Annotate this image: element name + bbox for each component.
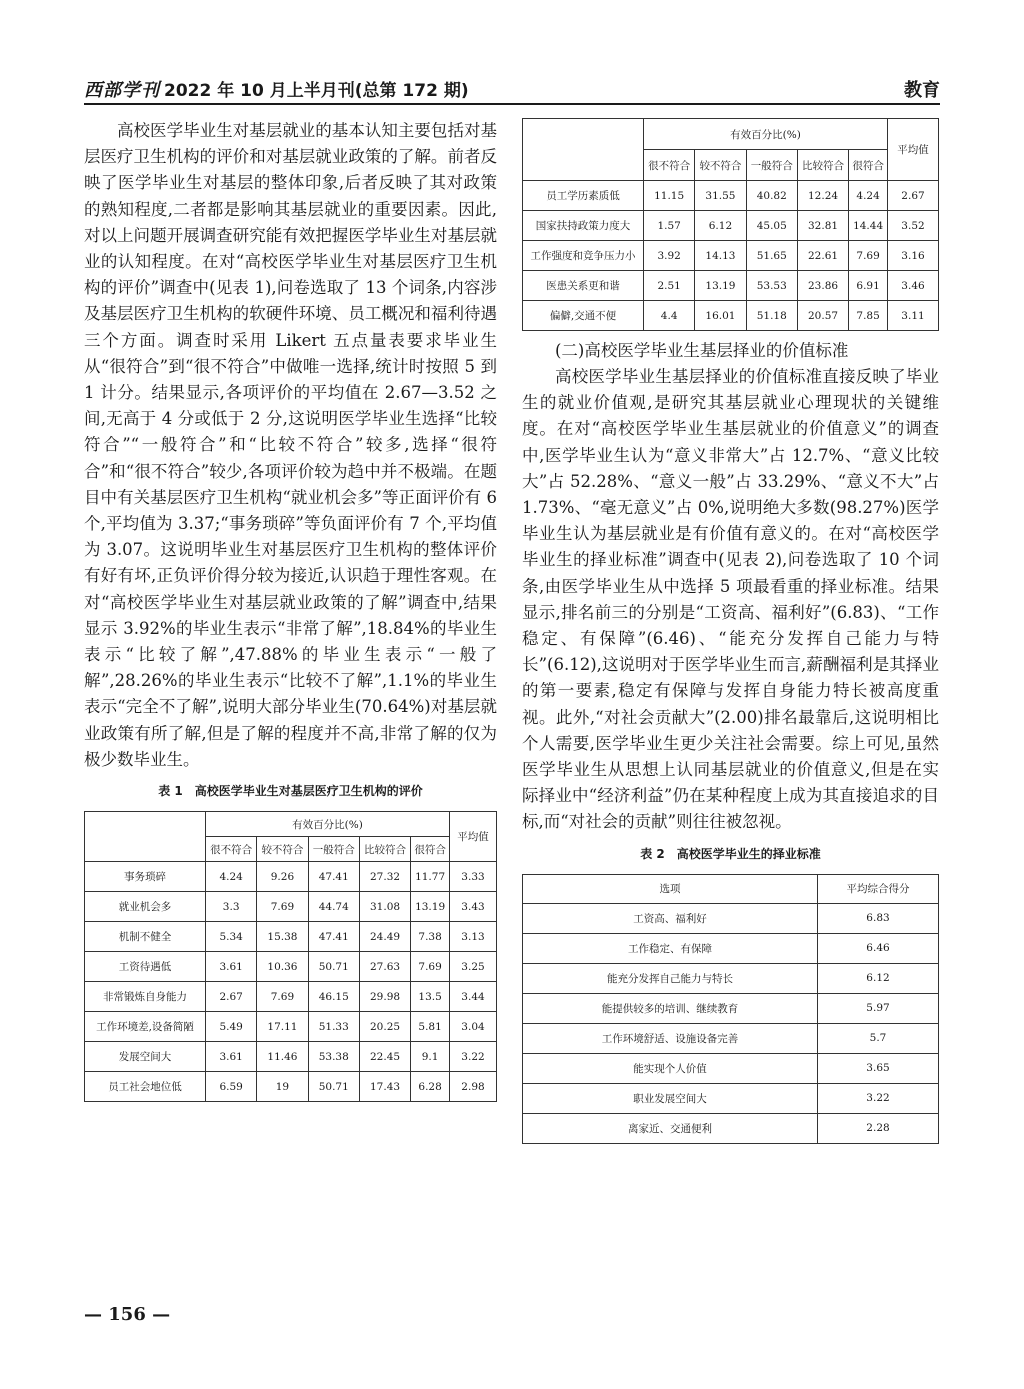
percent-cell: 7.69 [257, 892, 308, 922]
score-cell: 2.28 [818, 1113, 939, 1143]
page-header [84, 74, 940, 101]
percent-cell: 6.91 [849, 271, 888, 301]
percent-cell: 31.08 [359, 892, 410, 922]
row-label: 工作强度和竞争压力小 [523, 241, 644, 271]
table-row [523, 301, 939, 331]
row-label: 员工学历素质低 [523, 181, 644, 211]
journal-logo: 西部学刊 [84, 80, 160, 101]
percent-cell: 14.13 [695, 241, 746, 271]
percent-cell: 46.15 [308, 982, 359, 1012]
option-cell: 能提供较多的培训、继续教育 [523, 993, 818, 1023]
score-cell: 3.65 [818, 1053, 939, 1083]
percent-cell: 22.61 [797, 241, 848, 271]
score-cell: 5.7 [818, 1023, 939, 1053]
option-cell: 能充分发挥自己能力与特长 [523, 963, 818, 993]
option-cell: 工作稳定、有保障 [523, 933, 818, 963]
header-rule [84, 103, 940, 105]
table1-cont [522, 118, 939, 331]
percent-cell: 51.33 [308, 1012, 359, 1042]
percent-cell: 45.05 [746, 211, 797, 241]
column-header: 平均综合得分 [818, 874, 939, 903]
column-header: 很符合 [411, 837, 450, 862]
avg-cell: 3.22 [450, 1042, 497, 1072]
percent-cell: 7.69 [411, 952, 450, 982]
option-cell: 工资高、福利好 [523, 903, 818, 933]
avg-cell: 3.25 [450, 952, 497, 982]
table1-caption: 表 1 高校医学毕业生对基层医疗卫生机构的评价 [158, 784, 423, 799]
option-cell: 职业发展空间大 [523, 1083, 818, 1113]
percent-cell: 14.44 [849, 211, 888, 241]
avg-cell: 3.33 [450, 862, 497, 892]
percent-cell: 6.59 [206, 1072, 257, 1102]
percent-cell: 3.92 [644, 241, 695, 271]
percent-cell: 53.38 [308, 1042, 359, 1072]
avg-cell: 3.46 [888, 271, 939, 301]
column-header: 一般符合 [746, 150, 797, 181]
table-row [85, 1012, 497, 1042]
percent-cell: 7.85 [849, 301, 888, 331]
table-row [523, 1053, 939, 1083]
table-corner [85, 812, 206, 862]
percent-cell: 50.71 [308, 1072, 359, 1102]
score-cell: 3.22 [818, 1083, 939, 1113]
percent-cell: 23.86 [797, 271, 848, 301]
avg-cell: 3.04 [450, 1012, 497, 1042]
avg-header: 平均值 [450, 812, 497, 862]
percent-cell: 2.51 [644, 271, 695, 301]
table1 [84, 811, 497, 1102]
avg-cell: 3.52 [888, 211, 939, 241]
table-row [523, 181, 939, 211]
column-header: 很不符合 [206, 837, 257, 862]
avg-cell: 3.43 [450, 892, 497, 922]
table-row [85, 862, 497, 892]
table-row [523, 271, 939, 301]
percent-cell: 17.43 [359, 1072, 410, 1102]
percent-cell: 3.61 [206, 1042, 257, 1072]
left-column [84, 118, 497, 1102]
avg-header: 平均值 [888, 119, 939, 181]
percent-cell: 51.18 [746, 301, 797, 331]
percent-cell: 16.01 [695, 301, 746, 331]
percent-cell: 24.49 [359, 922, 410, 952]
percent-cell: 44.74 [308, 892, 359, 922]
row-label: 工资待遇低 [85, 952, 206, 982]
percent-cell: 6.12 [695, 211, 746, 241]
percent-cell: 17.11 [257, 1012, 308, 1042]
avg-cell: 2.98 [450, 1072, 497, 1102]
percent-cell: 11.46 [257, 1042, 308, 1072]
row-label: 员工社会地位低 [85, 1072, 206, 1102]
column-header: 较不符合 [257, 837, 308, 862]
column-header: 比较符合 [797, 150, 848, 181]
table-row [85, 892, 497, 922]
percent-cell: 4.4 [644, 301, 695, 331]
column-header: 一般符合 [308, 837, 359, 862]
percent-cell: 13.19 [411, 892, 450, 922]
table-row [523, 963, 939, 993]
row-label: 发展空间大 [85, 1042, 206, 1072]
percent-cell: 13.19 [695, 271, 746, 301]
section-name: 教育 [904, 80, 940, 101]
group-header: 有效百分比(%) [206, 812, 450, 837]
option-cell: 工作环境舒适、设施设备完善 [523, 1023, 818, 1053]
percent-cell: 13.5 [411, 982, 450, 1012]
percent-cell: 11.77 [411, 862, 450, 892]
avg-cell: 2.67 [888, 181, 939, 211]
percent-cell: 47.41 [308, 862, 359, 892]
subheading: (二)高校医学毕业生基层择业的价值标准 [555, 341, 849, 360]
percent-cell: 7.38 [411, 922, 450, 952]
column-header: 比较符合 [359, 837, 410, 862]
row-label: 非常锻炼自身能力 [85, 982, 206, 1012]
table-row [523, 1083, 939, 1113]
row-label: 就业机会多 [85, 892, 206, 922]
group-header: 有效百分比(%) [644, 119, 888, 150]
avg-cell: 3.44 [450, 982, 497, 1012]
option-cell: 离家近、交通便利 [523, 1113, 818, 1143]
table2 [522, 874, 939, 1144]
percent-cell: 4.24 [849, 181, 888, 211]
percent-cell: 9.26 [257, 862, 308, 892]
percent-cell: 12.24 [797, 181, 848, 211]
percent-cell: 7.69 [257, 982, 308, 1012]
table-row [523, 211, 939, 241]
table-row [523, 903, 939, 933]
percent-cell: 20.25 [359, 1012, 410, 1042]
percent-cell: 4.24 [206, 862, 257, 892]
score-cell: 6.46 [818, 933, 939, 963]
body-paragraph: 高校医学毕业生基层择业的价值标准直接反映了毕业生的就业价值观,是研究其基层就业心理现状的关键维度。在对“高校医学毕业生基层就业的价值意义”的调查中,医学毕业生认为“意义非常大”占 12.7%、“意义比较大”占 52.28%、“意义一般”占 33.29%、“意义不大”占 1.73%、“毫无意义”占 0%,说明绝大多数(98.27%)医学毕业生认为基层就业是有价值有意义的。在对“高校医学毕业生的择业标准”调查中(见表 2),问卷选取了 10 个词条,由医学毕业生从中选择 5 项最看重的择业标准。结果显示,排名前三的分别是“工资高、福利好”(6.83)、“工作稳定、有保障”(6.46)、“能充分发挥自己能力与特长”(6.12),这说明对于医学毕业生而言,薪酬福利是其择业的第一要素,稳定有保障与发挥自身能力特长被高度重视。此外,“对社会贡献大”(2.00)排名最靠后,这说明相比个人需要,医学毕业生更少关注社会需要。综上可见,虽然医学毕业生从思想上认同基层就业的价值意义,但是在实际择业中“经济利益”仍在某种程度上成为其直接追求的目标,而“对社会的贡献”则往往被忽视。 [522, 367, 939, 832]
percent-cell: 7.69 [849, 241, 888, 271]
table-row [85, 982, 497, 1012]
score-cell: 5.97 [818, 993, 939, 1023]
percent-cell: 5.49 [206, 1012, 257, 1042]
percent-cell: 51.65 [746, 241, 797, 271]
avg-cell: 3.11 [888, 301, 939, 331]
score-cell: 6.12 [818, 963, 939, 993]
percent-cell: 40.82 [746, 181, 797, 211]
table-row [85, 1072, 497, 1102]
row-label: 机制不健全 [85, 922, 206, 952]
score-cell: 6.83 [818, 903, 939, 933]
column-header: 较不符合 [695, 150, 746, 181]
percent-cell: 53.53 [746, 271, 797, 301]
percent-cell: 20.57 [797, 301, 848, 331]
table-row [85, 952, 497, 982]
percent-cell: 5.34 [206, 922, 257, 952]
table-corner [523, 119, 644, 181]
column-header: 很不符合 [644, 150, 695, 181]
avg-cell: 3.16 [888, 241, 939, 271]
column-header: 选项 [523, 874, 818, 903]
row-label: 医患关系更和谐 [523, 271, 644, 301]
percent-cell: 1.57 [644, 211, 695, 241]
percent-cell: 10.36 [257, 952, 308, 982]
percent-cell: 27.63 [359, 952, 410, 982]
table1-continued [522, 118, 939, 331]
percent-cell: 6.28 [411, 1072, 450, 1102]
row-label: 工作环境差,设备简陋 [85, 1012, 206, 1042]
percent-cell: 32.81 [797, 211, 848, 241]
percent-cell: 31.55 [695, 181, 746, 211]
percent-cell: 5.81 [411, 1012, 450, 1042]
table-row [523, 1023, 939, 1053]
row-label: 事务琐碎 [85, 862, 206, 892]
table-row [523, 241, 939, 271]
option-cell: 能实现个人价值 [523, 1053, 818, 1083]
percent-cell: 15.38 [257, 922, 308, 952]
percent-cell: 27.32 [359, 862, 410, 892]
percent-cell: 3.61 [206, 952, 257, 982]
percent-cell: 3.3 [206, 892, 257, 922]
row-label: 偏僻,交通不便 [523, 301, 644, 331]
percent-cell: 9.1 [411, 1042, 450, 1072]
percent-cell: 19 [257, 1072, 308, 1102]
journal-issue: 2022 年 10 月上半月刊(总第 172 期) [164, 81, 469, 101]
table-row [523, 933, 939, 963]
percent-cell: 11.15 [644, 181, 695, 211]
row-label: 国家扶持政策力度大 [523, 211, 644, 241]
table-row [85, 1042, 497, 1072]
percent-cell: 50.71 [308, 952, 359, 982]
column-header: 很符合 [849, 150, 888, 181]
table-row [523, 993, 939, 1023]
percent-cell: 22.45 [359, 1042, 410, 1072]
table-row [85, 922, 497, 952]
avg-cell: 3.13 [450, 922, 497, 952]
body-paragraph: 高校医学毕业生对基层就业的基本认知主要包括对基层医疗卫生机构的评价和对基层就业政策的了解。前者反映了医学毕业生对基层的整体印象,后者反映了其对政策的熟知程度,二者都是影响其基层就业的重要因素。因此,对以上问题开展调查研究能有效把握医学毕业生对基层就业的认知程度。在对“高校医学毕业生对基层医疗卫生机构的评价”调查中(见表 1),问卷选取了 13 个词条,内容涉及基层医疗卫生机构的软硬件环境、员工概况和福利待遇三个方面。调查时采用 Likert 五点量表要求毕业生从“很符合”到“很不符合”中做唯一选择,统计时按照 5 到 1 计分。结果显示,各项评价的平均值在 2.67—3.52 之间,无高于 4 分或低于 2 分,这说明医学毕业生选择“比较符合”“一般符合”和“比较不符合”较多,选择“很符合”和“很不符合”较少,各项评价较为趋中并不极端。在题目中有关基层医疗卫生机构“就业机会多”等正面评价有 6 个,平均值为 3.37;“事务琐碎”等负面评价有 7 个,平均值为 3.07。这说明毕业生对基层医疗卫生机构的整体评价有好有坏,正负评价得分较为接近,认识趋于理性客观。在对“高校医学毕业生对基层就业政策的了解”调查中,结果显示 3.92%的毕业生表示“非常了解”,18.84%的毕业生表示“比较了解”,47.88%的毕业生表示“一般了解”,28.26%的毕业生表示“比较不了解”,1.1%的毕业生表示“完全不了解”,说明大部分毕业生(70.64%)对基层就业政策有所了解,但是了解的程度并不高,非常了解的仅为极少数毕业生。 [84, 121, 497, 769]
table2-caption: 表 2 高校医学毕业生的择业标准 [640, 846, 821, 861]
percent-cell: 47.41 [308, 922, 359, 952]
page-number: — 156 — [84, 1304, 171, 1325]
table-row [523, 1113, 939, 1143]
percent-cell: 29.98 [359, 982, 410, 1012]
right-column [522, 338, 939, 1144]
percent-cell: 2.67 [206, 982, 257, 1012]
